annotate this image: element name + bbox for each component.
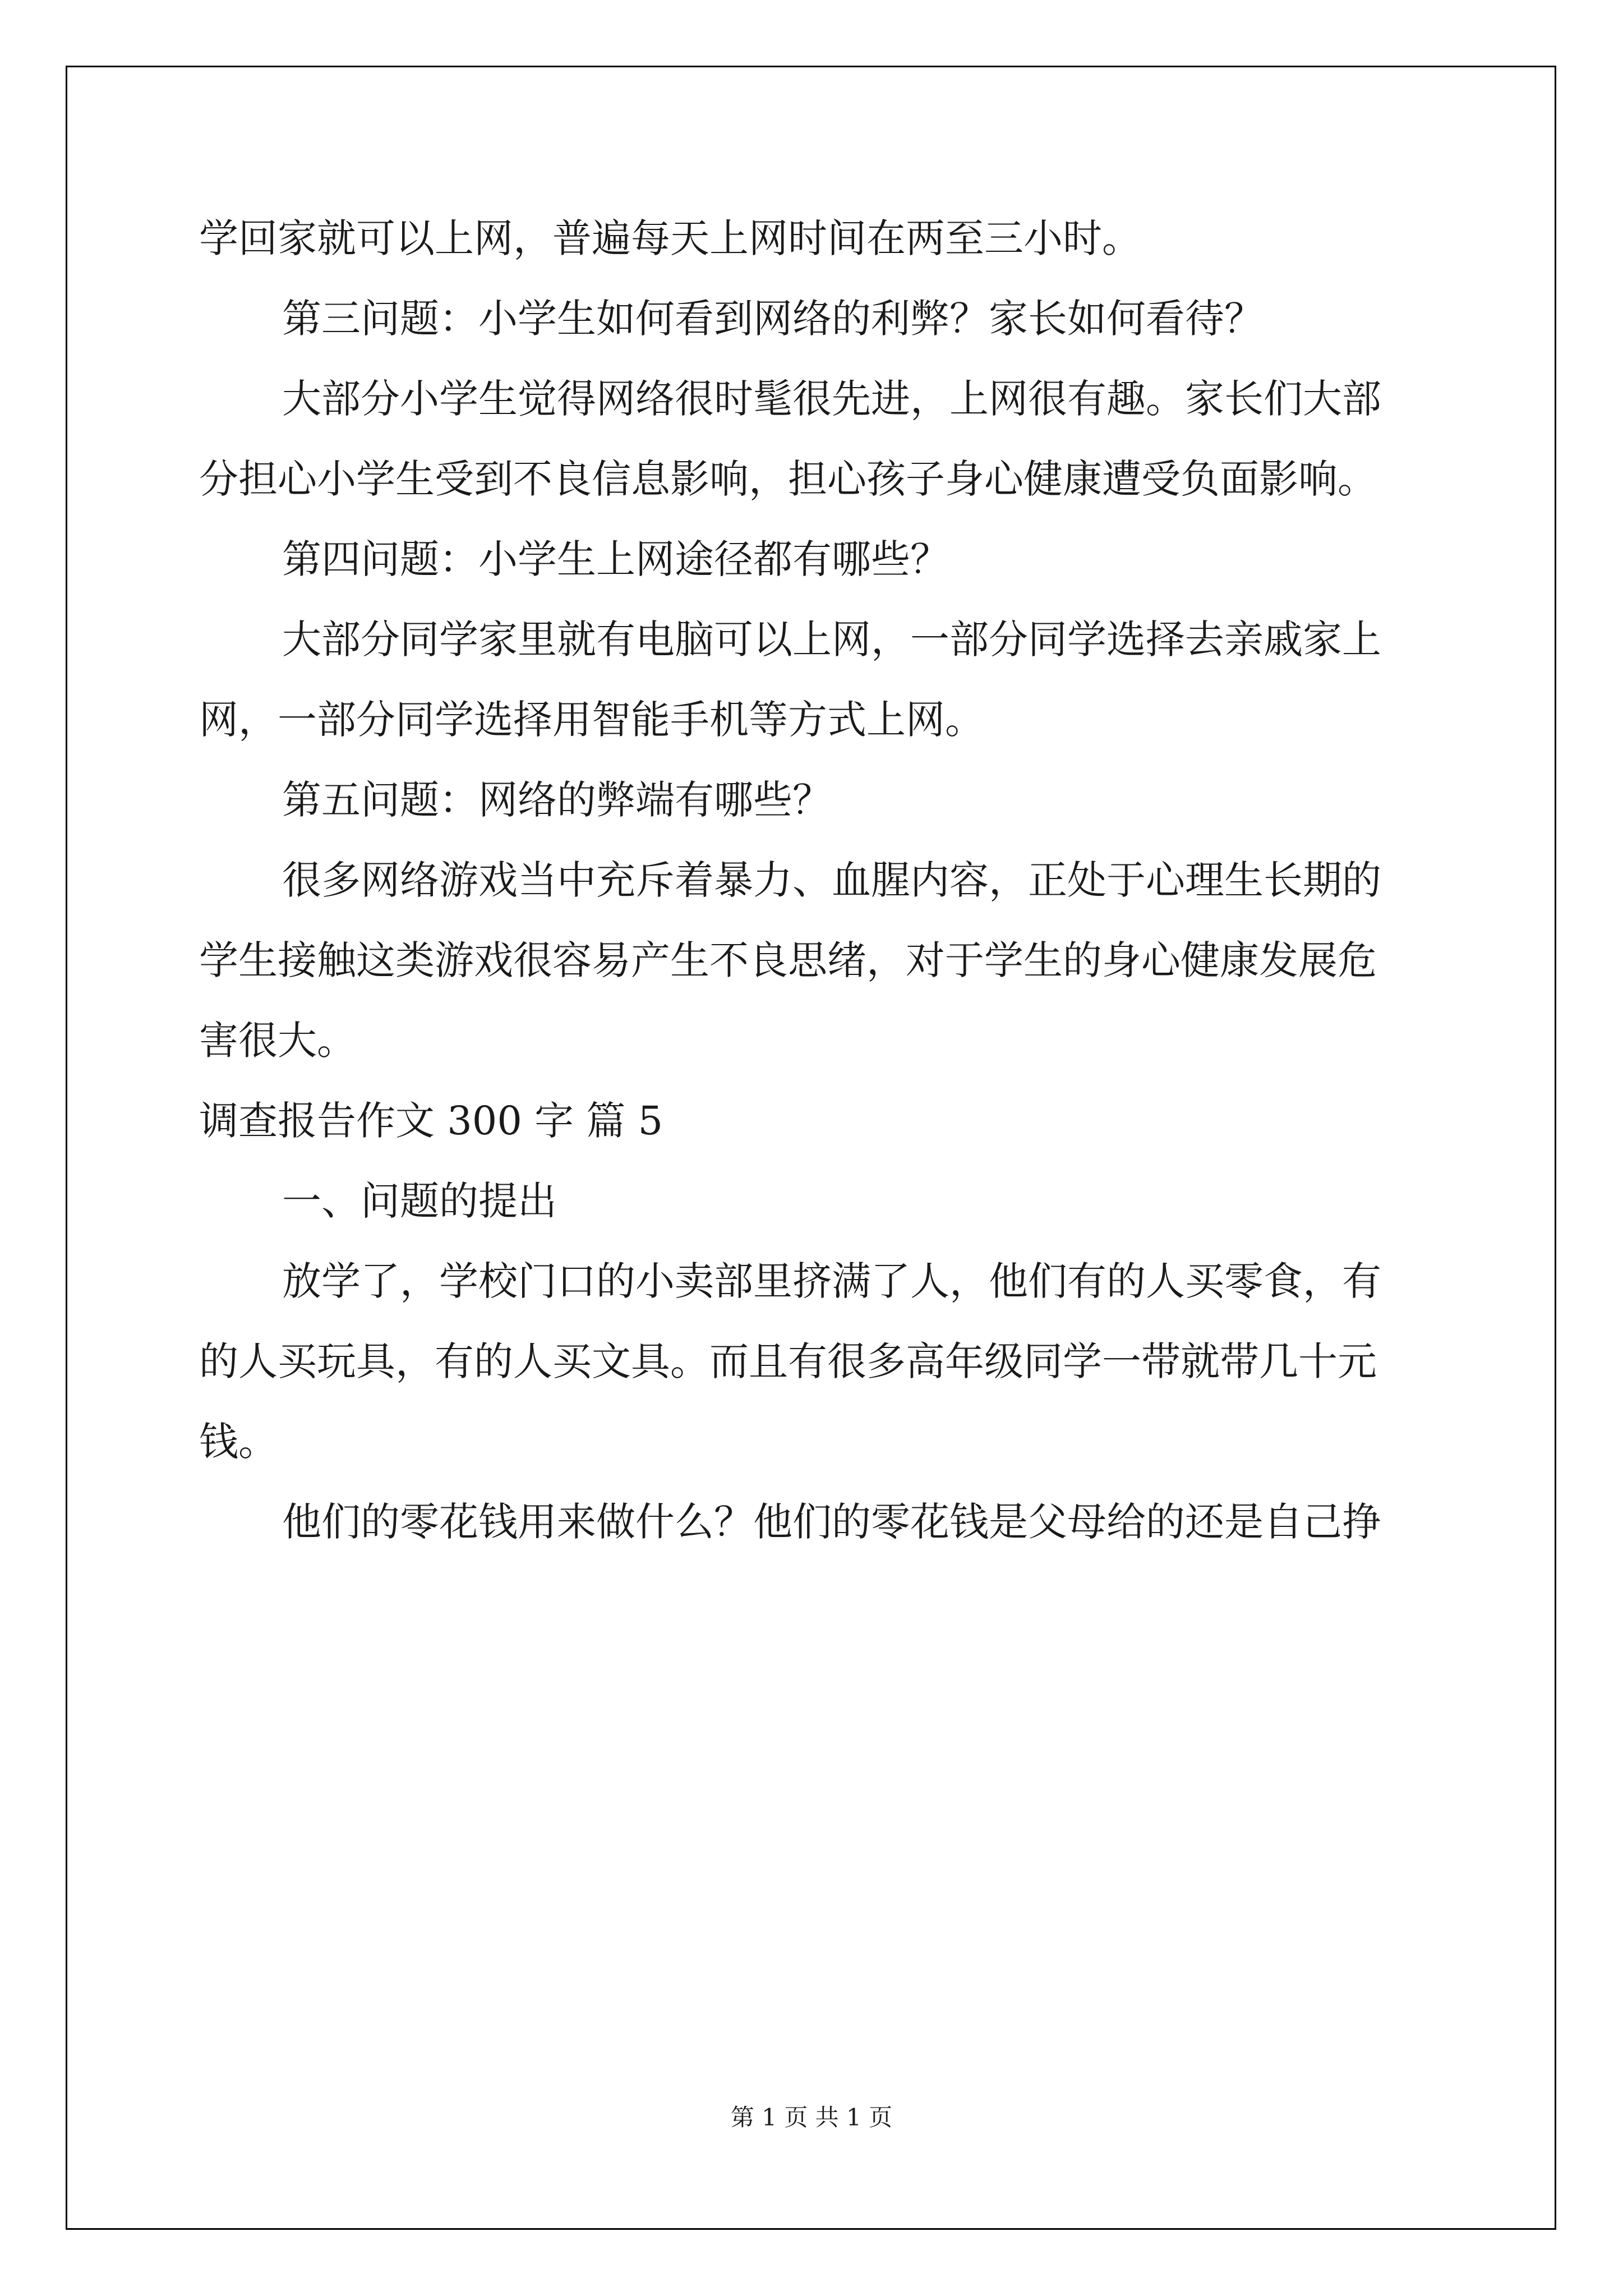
paragraph-line: 学生接触这类游戏很容易产生不良思绪，对于学生的身心健康发展危 (199, 937, 1377, 983)
paragraph-line: 的人买玩具，有的人买文具。而且有很多高年级同学一带就带几十元 (199, 1338, 1377, 1384)
paragraph-line: 网，一部分同学选择用智能手机等方式上网。 (199, 697, 984, 743)
paragraph-line: 大部分小学生觉得网络很时髦很先进，上网很有趣。家长们大部 (282, 376, 1381, 422)
subsection-heading: 一、问题的提出 (282, 1178, 557, 1224)
paragraph-line: 分担心小学生受到不良信息影响，担心孩子身心健康遭受负面影响。 (199, 456, 1377, 502)
question-heading: 第四问题：小学生上网途径都有哪些？ (282, 536, 949, 582)
question-heading: 第三问题：小学生如何看到网络的利弊？家长如何看待？ (282, 296, 1264, 342)
paragraph-line: 他们的零花钱用来做什么？他们的零花钱是父母给的还是自己挣 (282, 1499, 1381, 1545)
page-number-footer: 第 1 页 共 1 页 (730, 2104, 893, 2131)
section-title: 调查报告作文 300 字 篇 5 (199, 1098, 663, 1144)
paragraph-line: 放学了，学校门口的小卖部里挤满了人，他们有的人买零食，有 (282, 1258, 1381, 1304)
paragraph-line: 害很大。 (199, 1018, 356, 1064)
paragraph-line: 钱。 (199, 1419, 278, 1465)
paragraph-line: 很多网络游戏当中充斥着暴力、血腥内容，正处于心理生长期的 (282, 857, 1381, 903)
paragraph-line: 学回家就可以上网，普遍每天上网时间在两至三小时。 (199, 215, 1141, 261)
question-heading: 第五问题：网络的弊端有哪些？ (282, 777, 832, 823)
paragraph-line: 大部分同学家里就有电脑可以上网，一部分同学选择去亲戚家上 (282, 616, 1381, 662)
